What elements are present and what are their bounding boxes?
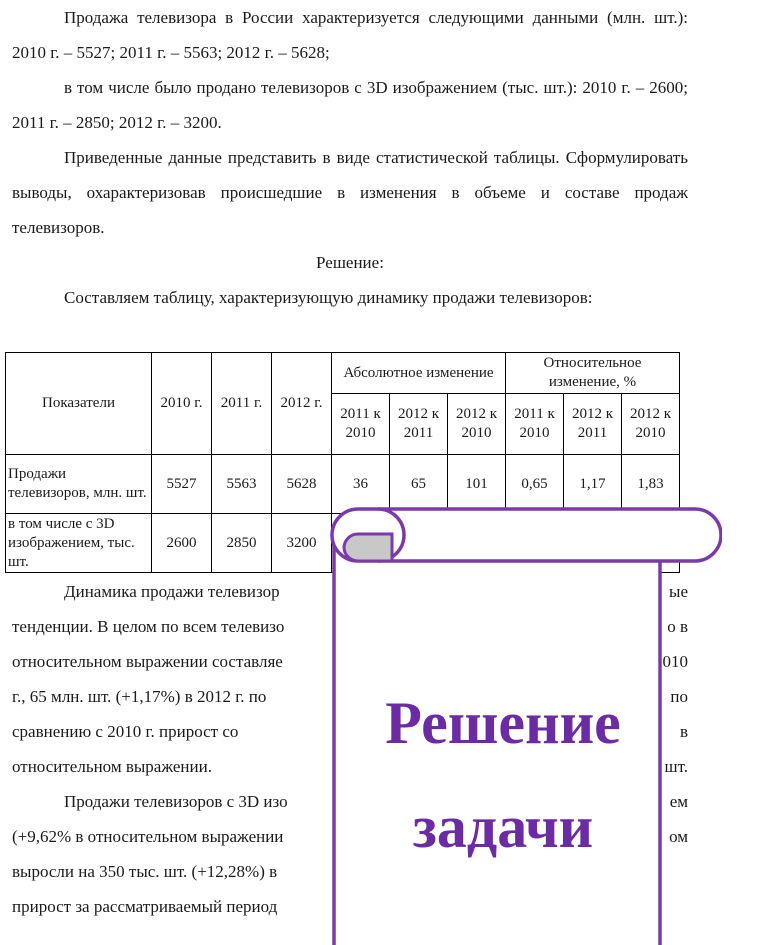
text-fragment: в [679, 722, 688, 741]
table-cell: 101 [448, 455, 506, 514]
text-line: относительном выражении. [12, 757, 212, 776]
header-2010: 2010 г. [152, 353, 212, 455]
row-label: в том числе с 3D изображением, тыс. шт. [6, 514, 152, 573]
subheader-cell: 2012 к 2011 [390, 394, 448, 455]
table-cell: 1,17 [564, 455, 622, 514]
header-2011: 2011 г. [212, 353, 272, 455]
text-line: выросли на 350 тыс. шт. (+12,28%) в [12, 862, 278, 881]
header-2012: 2012 г. [272, 353, 332, 455]
paragraph-1: Продажа телевизора в России характеризуется следующими данными (млн. шт.): 2010 г. – 5527; 2011 г. – 5563; 2012 г. – 5628; [12, 8, 688, 62]
subheader-cell: 2012 к 2010 [448, 394, 506, 455]
text-fragment: ем [669, 792, 688, 811]
text-fragment: шт. [664, 757, 688, 776]
paragraph-2: в том числе было продано телевизоров с 3D изображением (тыс. шт.): 2010 г. – 2600; 2011 г. – 2850; 2012 г. – 3200. [12, 78, 688, 132]
table-cell: 2600 [152, 514, 212, 573]
text-line: тенденции. В целом по всем телевизо [12, 617, 285, 636]
table-cell: 3200 [272, 514, 332, 573]
subheader-cell: 2012 к 2010 [622, 394, 680, 455]
paragraph-3: Приведенные данные представить в виде статистической таблицы. Сформулировать выводы, охарактеризовав происшедшие в изменения в объеме и составе продаж телевизоров. [12, 148, 688, 237]
text-line: г., 65 млн. шт. (+1,17%) в 2012 г. по [12, 687, 267, 706]
table-cell: 5527 [152, 455, 212, 514]
row-label: Продажи телевизоров, млн. шт. [6, 455, 152, 514]
text-fragment: ые [669, 582, 688, 601]
document-body [12, 0, 688, 315]
subheader-cell: 2011 к 2010 [332, 394, 390, 455]
text-line: Продажи телевизоров с 3D изо [64, 792, 288, 811]
header-relative-change: Относительное изменение, % [506, 353, 680, 394]
table-cell: 5628 [272, 455, 332, 514]
overlay-title-line-2: задачи [412, 794, 594, 860]
solution-heading: Решение: [316, 253, 384, 272]
text-line: (+9,62% в относительном выражении [12, 827, 284, 846]
subheader-cell: 2012 к 2011 [564, 394, 622, 455]
text-fragment: о в [667, 617, 688, 636]
header-indicators: Показатели [6, 353, 152, 455]
solution-scroll-banner[interactable] [330, 505, 722, 945]
table-cell: 0,65 [506, 455, 564, 514]
text-fragment: 010 [662, 652, 688, 671]
header-absolute-change: Абсолютное изменение [332, 353, 506, 394]
text-fragment: ом [669, 827, 688, 846]
text-line: прирост за рассматриваемый период [12, 897, 278, 916]
text-fragment: по [670, 687, 688, 706]
subheader-cell: 2011 к 2010 [506, 394, 564, 455]
table-cell: 1,83 [622, 455, 680, 514]
table-cell: 5563 [212, 455, 272, 514]
table-cell: 2850 [212, 514, 272, 573]
table-cell: 36 [332, 455, 390, 514]
overlay-title-line-1: Решение [385, 690, 621, 756]
table-cell: 65 [390, 455, 448, 514]
text-line: относительном выражении составляе [12, 652, 283, 671]
paragraph-4: Составляем таблицу, характеризующую динамику продажи телевизоров: [64, 288, 593, 307]
text-line: Динамика продажи телевизор [64, 582, 280, 601]
text-line: сравнению с 2010 г. прирост со [12, 722, 239, 741]
